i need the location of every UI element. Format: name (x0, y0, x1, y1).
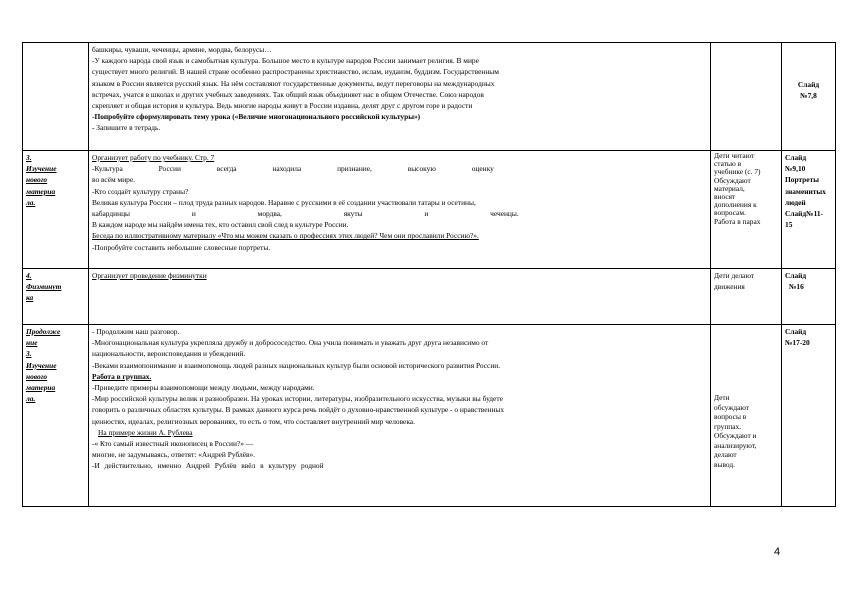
content-line: -Многонациональная культура укрепляла дружбу и добрососедство. Она учила понимать и уважать друг друга независимо от (92, 338, 489, 348)
stage-line: нового (26, 175, 48, 185)
student-line: Обсуждают (714, 175, 751, 185)
content-line: башкиры, чуваши, чеченцы, армяне, мордва, белорусы… (92, 45, 272, 54)
content-line: скрепляет и общая история и культура. Ведь многие народы живут в России издавна, делят друг с другом горе и радости (92, 101, 473, 111)
student-activity-cell (711, 325, 782, 507)
slide-cell (782, 151, 836, 269)
slide-number: Слайд№11- (785, 209, 824, 219)
lesson-plan-table (22, 42, 836, 507)
student-line: вносят (714, 192, 736, 202)
stage-line: 3. (26, 349, 32, 359)
stage-line: ние (26, 338, 38, 348)
table-row (23, 269, 836, 325)
stage-cell (23, 269, 89, 325)
stage-line: 4. (26, 271, 32, 280)
student-line: группах. (714, 421, 742, 431)
content-line: -« Кто самый известный иконописец в России?» — (92, 439, 254, 449)
content-line: - Продолжим наш разговор. (92, 327, 180, 336)
slide-number: 15 (785, 220, 793, 230)
student-line: движения (714, 282, 745, 291)
stage-line: материа (26, 186, 56, 196)
content-line: В каждом народе мы найдём имена тех, кто оставил свой след в культуре России. (92, 220, 349, 230)
slide-label: Слайд (785, 271, 807, 280)
stage-line: Изучение (26, 360, 57, 370)
content-line: -У каждого народа свой язык и самобытная культура. Большое место в культуре народов России занимает религия. В мире (92, 56, 479, 66)
slide-label: Слайд (797, 80, 820, 89)
student-line: вопросы в (714, 412, 747, 421)
stage-line: материа (26, 383, 56, 393)
slide-number: №16 (789, 282, 804, 292)
content-line: Организует работу по учебнику. Стр. 7 (92, 153, 215, 162)
stage-line: Изучение (26, 164, 57, 174)
stage-line: Физминут (26, 282, 62, 292)
slide-cell (782, 43, 836, 151)
slide-number: №9,10 (785, 164, 806, 174)
slide-label: Слайд (785, 153, 807, 162)
stage-line: ла. (26, 394, 36, 404)
content-line: Организует проведение физминутки (92, 271, 207, 280)
content-line: Великая культура России – плод труда разных народов. Наравне с русскими в её создании участвовали татары и осетины, (92, 197, 476, 207)
content-line: -И действительно, именно Андрей Рублёв ввёл в культуру родной (92, 461, 324, 471)
content-line: языком в России является русский язык. На нём составляют государственные документы, ведут переговоры на международных (92, 78, 495, 88)
content-line: -Кто создаёт культуру страны? (92, 186, 189, 196)
slide-note: Портреты (785, 175, 819, 185)
stage-line: ла. (26, 197, 36, 207)
content-line: - Запишите в тетрадь. (92, 123, 161, 133)
content-line: -Культура России всегда находила признание, высокую оценку (92, 164, 494, 174)
slide-number: №7,8 (800, 91, 817, 101)
stage-line: ка (26, 293, 34, 303)
content-line: национальности, вероисповедания и убеждений. (92, 349, 246, 359)
content-line: многие, не задумываясь, ответят: «Андрей Рублёв». (92, 450, 256, 460)
content-line: -Мир российской культуры велик и разнообразен. На уроках истории, литературы, изобразительного искусства, музыки вы будете (92, 394, 503, 404)
student-activity-cell (711, 269, 782, 325)
student-line: делают (714, 450, 737, 459)
slide-label: Слайд (785, 327, 807, 336)
student-line: обсуждают (714, 402, 750, 412)
content-line: во всём мире. (92, 175, 135, 185)
table-row (23, 325, 836, 507)
content-line: -Приведите примеры взаимопомощи между людьми, между народами. (92, 383, 315, 393)
student-line: материал, (714, 183, 745, 193)
student-line: вопросам. (714, 208, 746, 218)
student-line: Дети делают (714, 271, 755, 280)
slide-note: знаменитых (785, 186, 826, 196)
content-line: кабардинцы и мордва, якуты и чеченцы. (92, 209, 519, 219)
student-line: вывод. (714, 459, 735, 469)
content-line: встречах, учатся в школах и других учебных заведениях. Так общий язык объединяет нас в общем Отечестве. Союз народов (92, 89, 484, 99)
student-activity-cell (711, 43, 782, 151)
student-line: Дети читают (714, 151, 755, 160)
student-line: Обсуждают и (714, 431, 757, 440)
content-line: существует много религий. В нашей стране особенно распространены христианство, ислам, иудаизм, буддизм. Государственным (92, 67, 499, 77)
stage-cell (23, 325, 89, 507)
stage-line: нового (26, 371, 48, 381)
content-line: Беседа по иллюстративному материалу «Что мы можем сказать о профессиях этих людей? Чем они прославили Россию?». (92, 231, 479, 241)
student-line: дополнения к (714, 200, 757, 210)
content-cell (89, 269, 711, 325)
slide-number: №17-20 (785, 338, 810, 348)
student-line: статью в (714, 159, 742, 169)
content-line: говорить о различных областях культуры. В рамках данного курса речь пойдёт о духовно-нравственной культуре - о нравственных (92, 405, 505, 415)
content-line: Работа в группах. (92, 371, 152, 381)
student-line: учебнике (с. 7) (714, 167, 761, 177)
student-line: Дети (714, 393, 730, 402)
stage-cell (23, 43, 89, 151)
slide-cell (782, 325, 836, 507)
content-line: -Попробуйте сформулировать тему урока («Величие многонационального российской культуры») (92, 112, 421, 122)
table-row (23, 43, 836, 151)
stage-line: 3. (26, 153, 32, 162)
content-cell (89, 151, 711, 269)
slide-note: людей (785, 197, 806, 207)
content-line: -Веками взаимопонимание и взаимопомощь людей разных национальных культур были основой исторического развития России. (92, 360, 501, 370)
student-line: анализируют, (714, 440, 757, 450)
table-row (23, 151, 836, 269)
content-line: ценностях, идеалах, религиозных верованиях, то есть о том, что составляет внутренний мир человека. (92, 416, 415, 426)
student-line: Работа в парах (714, 216, 761, 226)
slide-cell (782, 269, 836, 325)
content-line: -Попробуйте составить небольшие словесные портреты. (92, 242, 271, 252)
content-line: На примере жизни А. Рублева (98, 427, 193, 437)
content-cell (89, 325, 711, 507)
content-cell (89, 43, 711, 151)
page-number: 4 (774, 546, 781, 558)
student-activity-cell (711, 151, 782, 269)
stage-cell (23, 151, 89, 269)
stage-line: Продолже (26, 327, 61, 336)
